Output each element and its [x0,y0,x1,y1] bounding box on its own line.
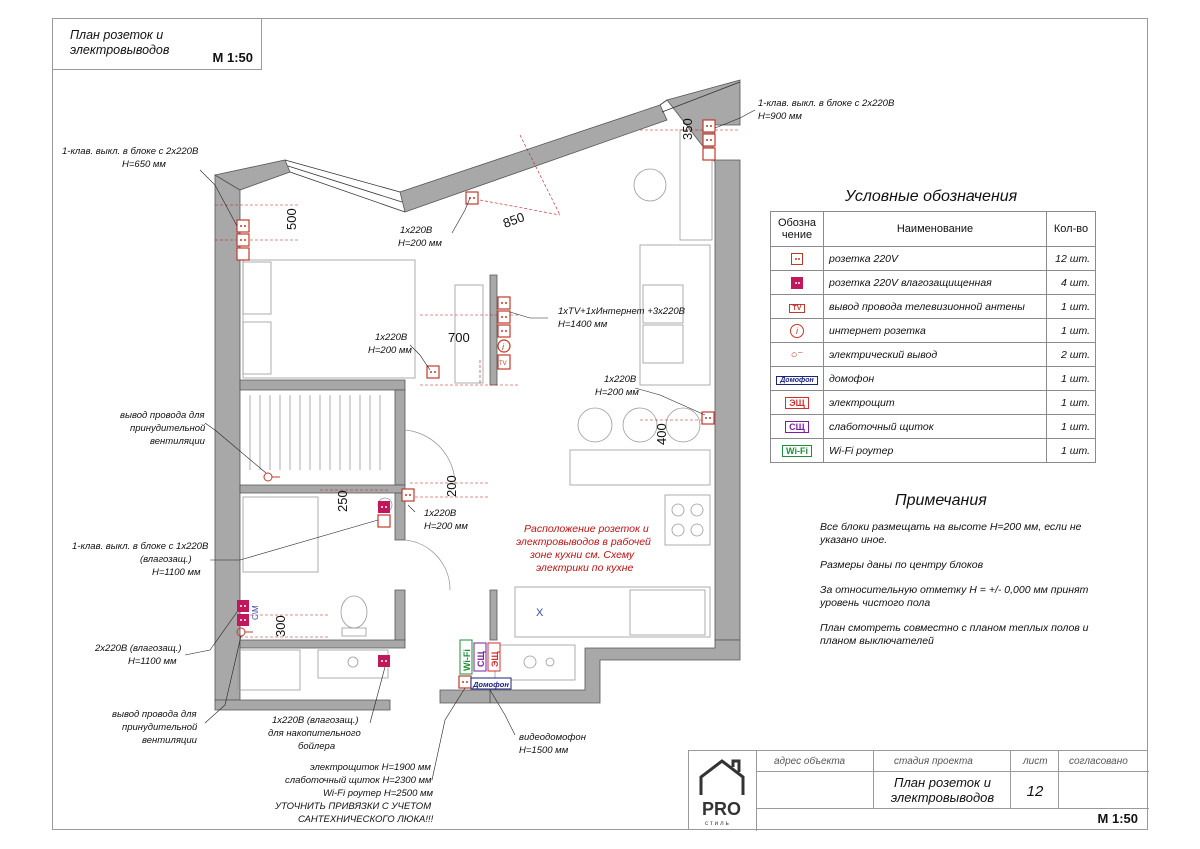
legend-table [770,211,1096,463]
drawing-title [874,775,1011,805]
svg-text:PRO: PRO [702,799,742,819]
kitchen-note-2: электровыводов в рабочей [516,536,651,548]
dim-850: 850 [500,209,527,231]
sc-tag: СЩ [476,651,486,667]
legend-name: электрощит [824,391,1047,415]
logo-house-icon [689,751,755,829]
legend-qty: 1 шт. [1047,439,1096,463]
kitchen-note-1: Расположение розеток и [524,523,649,535]
legend-name: интернет розетка [824,319,1047,343]
address-label: адрес объекта [774,756,846,767]
socket-icon [703,120,715,132]
annotation-panel-lowcurrent: слаботочный щиток H=2300 мм [285,775,432,786]
annotation-hall-socket: 1х220В [424,508,457,519]
kitchen-x-mark: X [536,607,544,619]
legend-row [771,439,1096,463]
legend-name: розетка 220V влагозащищенная [824,271,1047,295]
stage-label: стадия проекта [894,756,973,767]
electric-panel-icon: ЭЩ [771,391,824,415]
annotation-hall-socket-height: H=200 мм [424,521,468,532]
annotation-switch-left: 1-клав. выкл. в блоке с 2х220В [62,146,199,157]
svg-text:i: i [502,342,504,352]
annotation-kitchen-socket: 1х220В [604,374,637,385]
internet-socket-icon: i [771,319,824,343]
legend-qty: 4 шт. [1047,271,1096,295]
annotation-boiler: 1х220В (влагозащ.) [272,715,359,726]
legend-qty: 12 шт. [1047,247,1096,271]
annotation-boiler-3: бойлера [298,741,336,752]
legend-title: Условные обозначения [845,188,1018,205]
annotation-tv-block-height: H=1400 мм [558,319,608,330]
note-item: Все блоки размещать на высоте H=200 мм, если не указано иное. [820,521,1082,546]
annotation-kitchen-socket-height: H=200 мм [595,387,639,398]
note-item: План смотреть совместно с планом теплых полов и планом выключателей [820,622,1089,647]
legend-name: слаботочный щиток [824,415,1047,439]
intercom-tag: Домофон [473,680,509,689]
esch-tag: ЭЩ [490,651,500,667]
dim-500: 500 [284,208,299,230]
dim-250: 250 [335,490,350,512]
kitchen-note-3: зоне кухни см. Схему [530,549,635,561]
socket-icon [237,220,249,232]
logo-cell [689,751,757,831]
socket-icon [498,297,510,309]
legend-qty: 1 шт. [1047,319,1096,343]
annotation-switch-right-height: H=900 мм [758,111,802,122]
socket-icon [402,489,414,501]
legend-name: электрический вывод [824,343,1047,367]
legend-qty: 2 шт. [1047,343,1096,367]
note-item: Размеры даны по центру блоков [820,559,984,571]
legend-qty: 1 шт. [1047,415,1096,439]
annotation-bath-switch: 1-клав. выкл. в блоке с 1х220В [72,541,209,552]
legend-header-name: Наименование [824,212,1047,247]
notes-title: Примечания [895,492,987,509]
socket-icon [771,247,824,271]
switch-icon [703,148,715,160]
approved-label: согласовано [1069,756,1128,767]
annotation-bed-socket-height: H=200 мм [368,345,412,356]
legend-header-symbol [771,212,824,247]
annotation-panel-warning: УТОЧНИТЬ ПРИВЯЗКИ С УЧЕТОМ [275,801,432,812]
wet-socket-icon [237,600,249,612]
stamp-divider [757,771,1149,772]
wire-outlet-icon: ○⁻ [771,343,824,367]
socket-icon [466,192,478,204]
washing-machine-label: С\М [251,605,260,620]
switch-icon [378,515,390,527]
annotation-panel-warning-2: САНТЕХНИЧЕСКОГО ЛЮКА!!! [298,814,434,825]
annotation-intercom: видеодомофон [519,732,586,743]
legend-name: розетка 220V [824,247,1047,271]
legend-row [771,415,1096,439]
wet-socket-icon [237,614,249,626]
annotation-panel-wifi: Wi-Fi роутер H=2500 мм [323,788,434,799]
svg-text:стиль: стиль [705,821,731,827]
tv-outlet-icon [498,355,510,369]
legend-qty: 1 шт. [1047,295,1096,319]
dim-350: 350 [680,118,695,140]
dim-400: 400 [654,423,669,445]
legend-name: домофон [824,367,1047,391]
kitchen-note-4: электрики по кухне [536,562,634,574]
drawing-title-1: План розеток и [894,775,991,790]
tv-outlet-icon: TV [771,295,824,319]
annotation-vent-bottom-2: принудительной [122,722,198,733]
legend-row [771,319,1096,343]
wet-socket-icon [378,501,390,513]
svg-text:TV: TV [499,361,507,367]
annotation-bed-socket: 1х220В [375,332,408,343]
drawing-title-2: электровыводов [890,790,995,805]
dim-300: 300 [273,615,288,637]
annotation-vent-top-2: принудительной [130,423,206,434]
legend-row [771,367,1096,391]
annotation-window-socket: 1х220В [400,225,433,236]
note-item: За относительную отметку H = +/- 0,000 мм принят уровень чистого пола [820,584,1089,609]
annotation-bath-switch-3: H=1100 мм [152,567,201,578]
sockets [237,120,715,688]
annotation-vent-bottom-3: вентиляции [142,735,197,746]
legend-header-symbol-1: Обозна [777,217,817,229]
low-current-panel-icon: СЩ [771,415,824,439]
sheet-number: 12 [1026,783,1044,800]
annotation-vent-top-3: вентиляции [150,436,205,447]
legend-header-row [771,212,1096,247]
legend-name: Wi-Fi роутер [824,439,1047,463]
legend-row [771,247,1096,271]
title-block [688,750,1148,830]
wifi-router-icon: Wi-Fi [771,439,824,463]
annotation-bath-switch-2: (влагозащ.) [140,554,192,565]
annotation-vent-bottom: вывод провода для [112,709,197,720]
annotation-tv-block: 1хTV+1хИнтернет +3х220В [558,306,685,317]
annotation-bath-wet: 2х220В (влагозащ.) [95,643,182,654]
sheet-title-line1: План розеток и [70,28,164,42]
wifi-tag: Wi-Fi [462,649,472,671]
annotation-vent-top: вывод провода для [120,410,205,421]
legend-qty: 1 шт. [1047,391,1096,415]
notes-list [820,521,1090,660]
stamp-divider-bottom [757,808,1149,809]
sheet-label: лист [1023,756,1048,767]
sheet-title-line2: электровыводов [70,43,170,57]
wet-socket-icon [771,271,824,295]
annotation-switch-right: 1-клав. выкл. в блоке с 2х220В [758,98,895,109]
legend-header-symbol-2: чение [781,229,813,241]
internet-socket-icon [498,340,510,352]
dim-200: 200 [444,475,459,497]
annotation-window-socket-height: H=200 мм [398,238,442,249]
stamp-scale: М 1:50 [1097,811,1138,826]
annotation-boiler-2: для накопительного [268,728,361,739]
legend-row [771,295,1096,319]
furniture [238,130,712,690]
socket-icon [237,234,249,246]
annotation-intercom-height: H=1500 мм [519,745,569,756]
dim-700: 700 [448,330,470,345]
sheet-scale: М 1:50 [212,50,253,65]
annotation-bath-wet-height: H=1100 мм [128,656,177,667]
socket-icon [498,311,510,323]
socket-icon [702,412,714,424]
annotation-switch-left-height: H=650 мм [122,159,166,170]
socket-icon [459,676,471,688]
walls [215,80,740,710]
legend-row [771,391,1096,415]
legend-row [771,343,1096,367]
socket-icon [703,134,715,146]
annotation-panel-electric: электрощиток H=1900 мм [310,762,431,773]
legend-row [771,271,1096,295]
wet-socket-icon [378,655,390,667]
legend-name: вывод провода телевизионной антены [824,295,1047,319]
wire-outlet-icon [264,473,280,481]
switch-icon [237,248,249,260]
intercom-icon: Домофон [771,367,824,391]
legend-header-qty: Кол-во [1047,212,1096,247]
legend-qty: 1 шт. [1047,367,1096,391]
socket-icon [498,325,510,337]
